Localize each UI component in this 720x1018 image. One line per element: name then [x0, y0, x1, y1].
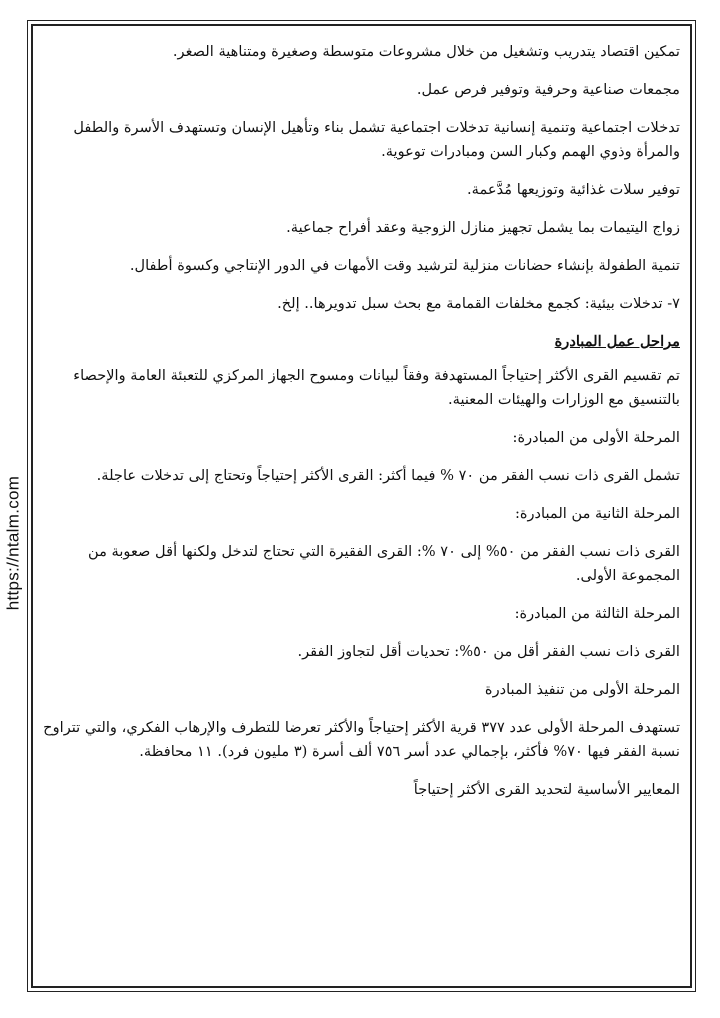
section-heading-initiative-phases: مراحل عمل المبادرة: [554, 333, 680, 350]
paragraph-village-classification: تم تقسيم القرى الأكثر إحتياجاً المستهدفة وفقاً لبيانات ومسوح الجهاز المركزي للتعبئة العامة والإحصاء بالتنسيق مع الوزارات والهيئات المعنية.: [73, 367, 680, 408]
paragraph-economic-empowerment: تمكين اقتصاد يتدريب وتشغيل من خلال مشروعات متوسطة وصغيرة ومتناهية الصغر.: [172, 43, 680, 60]
paragraph-social-interventions: تدخلات اجتماعية وتنمية إنسانية تدخلات اجتماعية تشمل بناء وتأهيل الإنسان وتستهدف الأسرة والطفل والمرأة وذوي الهمم وكبار السن ومبادرات توعوية.: [73, 119, 680, 160]
paragraph-childhood-development: تنمية الطفولة بإنشاء حضانات منزلية لترشيد وقت الأمهات في الدور الإنتاجي وكسوة أطفال.: [129, 257, 680, 274]
watermark-text: https://ntalm.com: [3, 475, 23, 610]
phase-one-description: تشمل القرى ذات نسب الفقر من ٧٠ % فيما أكثر: القرى الأكثر إحتياجاً وتحتاج إلى تدخلات عاجلة.: [96, 467, 680, 484]
site-watermark: [2, 455, 24, 630]
paragraph-industrial-complexes: مجمعات صناعية وحرفية وتوفير فرص عمل.: [416, 81, 680, 98]
implementation-phase-one-title: المرحلة الأولى من تنفيذ المبادرة: [484, 681, 680, 698]
paragraph-environmental-interventions: ٧- تدخلات بيئية: كجمع مخلفات القمامة مع بحث سبل تدويرها.. إلخ.: [277, 295, 680, 312]
phase-three-title: المرحلة الثالثة من المبادرة:: [514, 605, 680, 622]
paragraph-orphan-marriage: زواج اليتيمات بما يشمل تجهيز منازل الزوجية وعقد أفراح جماعية.: [286, 219, 680, 236]
paragraph-basic-criteria: المعايير الأساسية لتحديد القرى الأكثر إحتياجاً: [413, 781, 680, 798]
phase-three-description: القرى ذات نسب الفقر أقل من ٥٠%: تحديات أقل لتجاوز الفقر.: [297, 643, 680, 660]
document-body: [40, 40, 680, 816]
phase-one-title: المرحلة الأولى من المبادرة:: [512, 429, 680, 446]
phase-two-title: المرحلة الثانية من المبادرة:: [514, 505, 680, 522]
implementation-phase-one-description: تستهدف المرحلة الأولى عدد ٣٧٧ قرية الأكثر إحتياجاً والأكثر تعرضا للتطرف والإرهاب الفكري، والتي تتراوح نسبة الفقر فيها ٧٠% فأكثر، بإجمالي عدد أسر ٧٥٦ ألف أسرة (٣ مليون فرد). ١١ محافظة.: [43, 719, 680, 760]
paragraph-food-baskets: توفير سلات غذائية وتوزيعها مُدَّعمة.: [467, 181, 680, 198]
phase-two-description: القرى ذات نسب الفقر من ٥٠% إلى ٧٠ %: القرى الفقيرة التي تحتاج لتدخل ولكنها أقل صعوبة من المجموعة الأولى.: [87, 543, 680, 584]
